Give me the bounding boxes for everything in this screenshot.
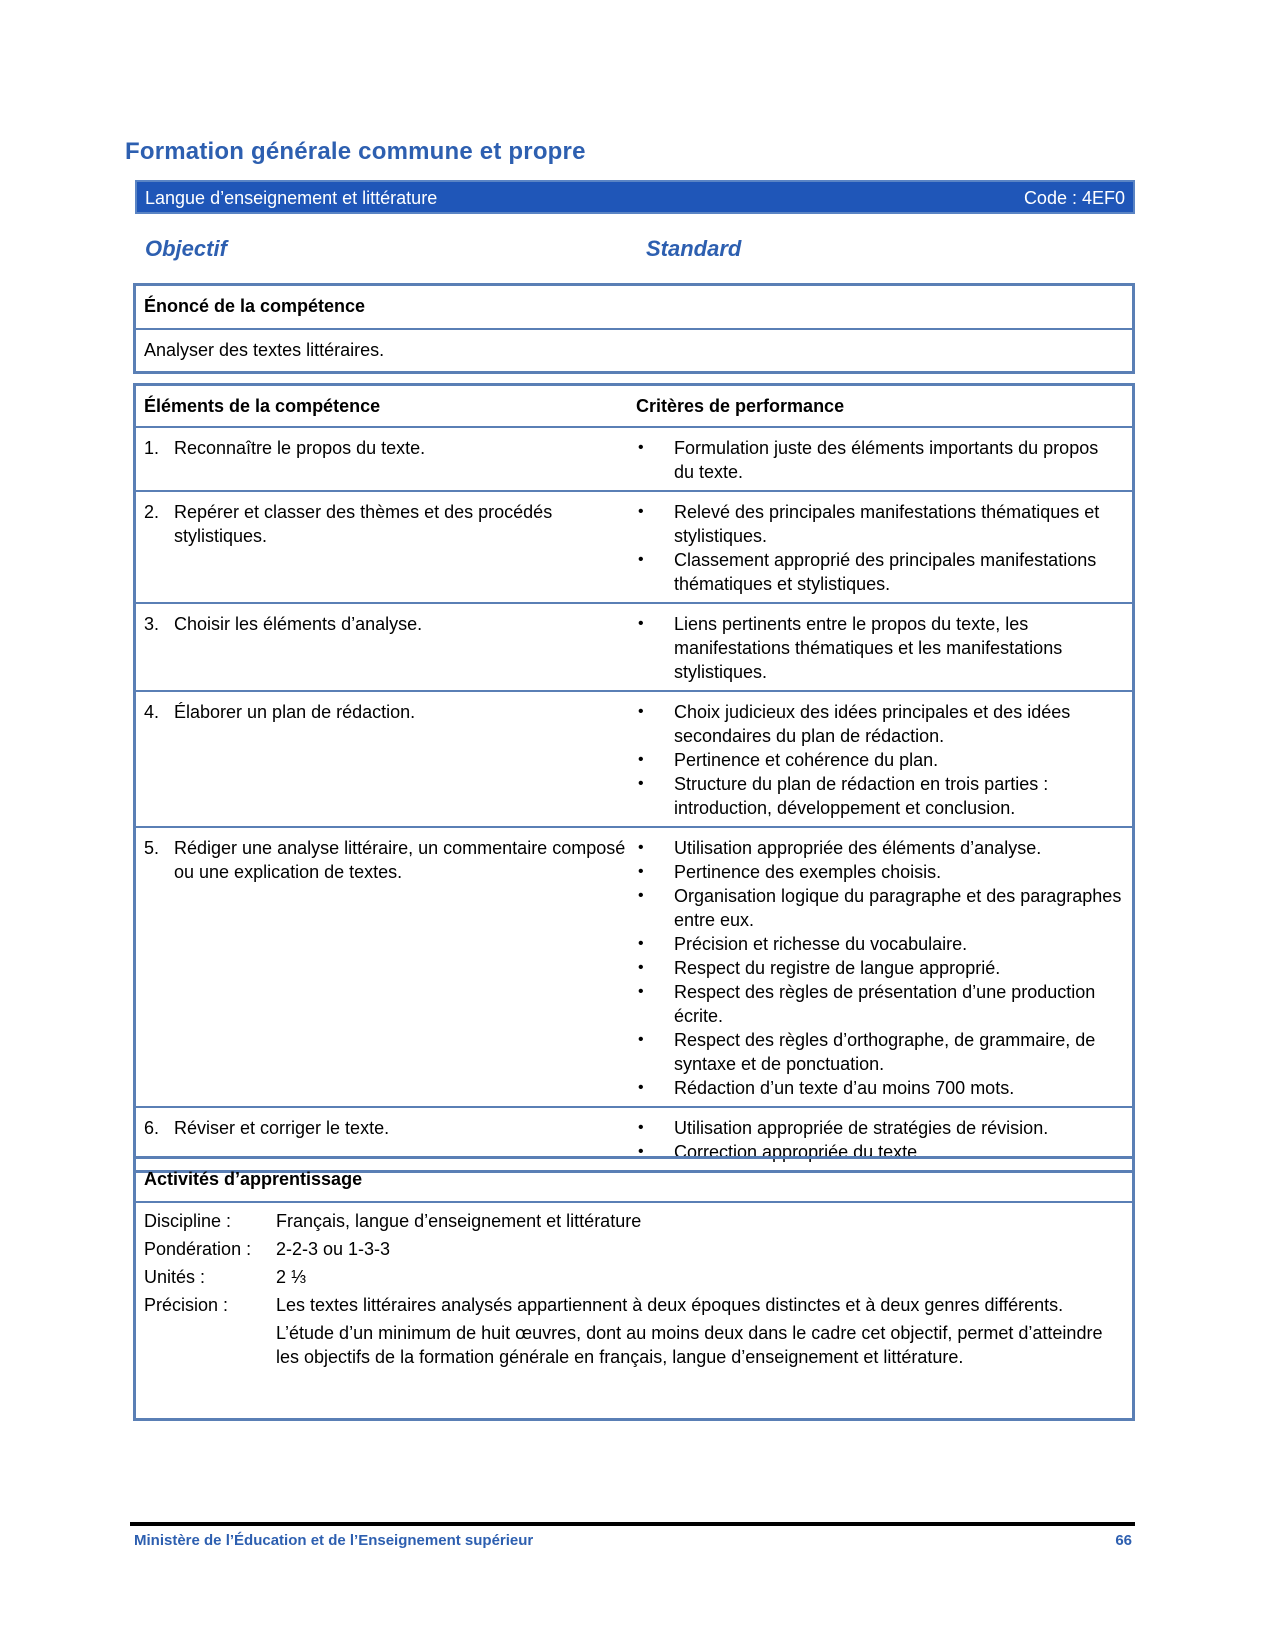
competence-table [133,383,1135,1173]
criterion-text: Respect des règles de présentation d’une production écrite. [674,982,1096,1026]
bullet-icon: • [638,775,644,792]
list-item [636,436,1122,484]
ponderation-label: Pondération : [144,1239,252,1259]
list-item [636,1028,1122,1076]
bullet-icon: • [638,503,644,520]
bullet-icon: • [638,1031,644,1048]
page-number: 66 [1115,1532,1132,1549]
criterion-text: Correction appropriée du texte. [674,1142,923,1162]
bullet-icon: • [638,1143,644,1160]
discipline-row [144,1209,1124,1233]
activities-box [133,1156,1135,1421]
element-cell [136,692,636,826]
element-number: 1. [144,438,160,458]
criterion-text: Précision et richesse du vocabulaire. [674,934,968,954]
criteria-cell [636,492,1132,602]
criterion-text: Utilisation appropriée des éléments d’analyse. [674,838,1042,858]
competence-table-header [136,386,1132,428]
element-number: 5. [144,838,160,858]
element-text: Élaborer un plan de rédaction. [174,702,416,722]
list-item [636,860,1122,884]
criterion-text: Rédaction d’un texte d’au moins 700 mots. [674,1078,1015,1098]
standard-label: Standard [646,236,742,261]
list-item [636,836,1122,860]
criterion-text: Liens pertinents entre le propos du texte, les manifestations thématiques et les manifestations stylistiques. [674,614,1063,682]
element-text: Rédiger une analyse littéraire, un commentaire composé ou une explication de textes. [174,838,626,882]
element-cell [136,428,636,490]
list-item [636,884,1122,932]
list-item [636,932,1122,956]
precision-paragraph: L’étude d’un minimum de huit œuvres, dont au moins deux dans le cadre cet objectif, permet d’atteindre les objectifs de la formation générale en français, langue d’enseignement et littérature. [276,1323,1103,1367]
criteria-cell [636,692,1132,826]
list-item [636,956,1122,980]
ponderation-row [144,1237,1124,1261]
footer-ministry: Ministère de l’Éducation et de l’Enseignement supérieur [134,1532,534,1549]
bullet-icon: • [638,887,644,904]
list-item [636,612,1122,684]
list-item [636,980,1122,1028]
criterion-text: Structure du plan de rédaction en trois parties : introduction, développement et conclusion. [674,774,1049,818]
criterion-text: Formulation juste des éléments importants du propos du texte. [674,438,1099,482]
element-number: 6. [144,1118,160,1138]
criterion-text: Classement approprié des principales manifestations thématiques et stylistiques. [674,550,1097,594]
criterion-text: Pertinence des exemples choisis. [674,862,942,882]
bullet-icon: • [638,935,644,952]
elements-column-header: Éléments de la compétence [144,396,381,416]
enonce-text: Analyser des textes littéraires. [144,340,385,360]
element-number: 2. [144,502,160,522]
bullet-icon: • [638,1119,644,1136]
bullet-icon: • [638,551,644,568]
criterion-text: Choix judicieux des idées principales et des idées secondaires du plan de rédaction. [674,702,1071,746]
criterion-text: Relevé des principales manifestations thématiques et stylistiques. [674,502,1100,546]
element-number: 3. [144,614,160,634]
ponderation-value: 2-2-3 ou 1-3-3 [276,1239,391,1259]
course-header-bar [135,180,1135,214]
list-item [636,748,1122,772]
course-name: Langue d’enseignement et littérature [145,188,438,208]
discipline-label: Discipline : [144,1211,232,1231]
criterion-text: Utilisation appropriée de stratégies de révision. [674,1118,1049,1138]
table-row [136,692,1132,828]
page-title: Formation générale commune et propre [125,138,586,165]
table-row [136,428,1132,492]
enonce-heading: Énoncé de la compétence [136,286,1132,330]
precision-label: Précision : [144,1295,229,1315]
precision-value [276,1293,1124,1373]
list-item [636,772,1122,820]
criteria-cell [636,428,1132,490]
unites-row [144,1265,1124,1289]
criterion-text: Organisation logique du paragraphe et des paragraphes entre eux. [674,886,1122,930]
criterion-text: Pertinence et cohérence du plan. [674,750,939,770]
precision-row [144,1293,1124,1373]
list-item [636,500,1122,548]
bullet-icon: • [638,863,644,880]
criterion-text: Respect du registre de langue approprié. [674,958,1001,978]
criteria-cell [636,604,1132,690]
table-row [136,828,1132,1108]
bullet-icon: • [638,959,644,976]
list-item [636,700,1122,748]
unites-label: Unités : [144,1267,206,1287]
discipline-value: Français, langue d’enseignement et littérature [276,1211,642,1231]
element-number: 4. [144,702,160,722]
course-code: Code : 4EF0 [1023,188,1125,208]
bullet-icon: • [638,703,644,720]
element-text: Repérer et classer des thèmes et des procédés stylistiques. [174,502,553,546]
bullet-icon: • [638,751,644,768]
list-item [636,1076,1122,1100]
footer-rule [130,1522,1135,1526]
criteria-cell [636,828,1132,1106]
activities-heading: Activités d’apprentissage [136,1159,1132,1203]
criterion-text: Respect des règles d’orthographe, de grammaire, de syntaxe et de ponctuation. [674,1030,1096,1074]
bullet-icon: • [638,983,644,1000]
objectif-label: Objectif [145,236,227,261]
bullet-icon: • [638,615,644,632]
bullet-icon: • [638,839,644,856]
list-item [636,548,1122,596]
bullet-icon: • [638,1079,644,1096]
bullet-icon: • [638,439,644,456]
element-cell [136,604,636,690]
element-text: Choisir les éléments d’analyse. [174,614,423,634]
table-row [136,492,1132,604]
element-text: Réviser et corriger le texte. [174,1118,390,1138]
footer [134,1532,1132,1549]
list-item [636,1116,1122,1140]
enonce-box [133,283,1135,374]
element-cell [136,828,636,1106]
table-row [136,604,1132,692]
criteres-column-header: Critères de performance [636,396,845,416]
unites-value: 2 ⅓ [276,1267,307,1287]
precision-paragraph: Les textes littéraires analysés appartiennent à deux époques distinctes et à deux genres différents. [276,1295,1064,1315]
element-text: Reconnaître le propos du texte. [174,438,426,458]
element-cell [136,492,636,602]
